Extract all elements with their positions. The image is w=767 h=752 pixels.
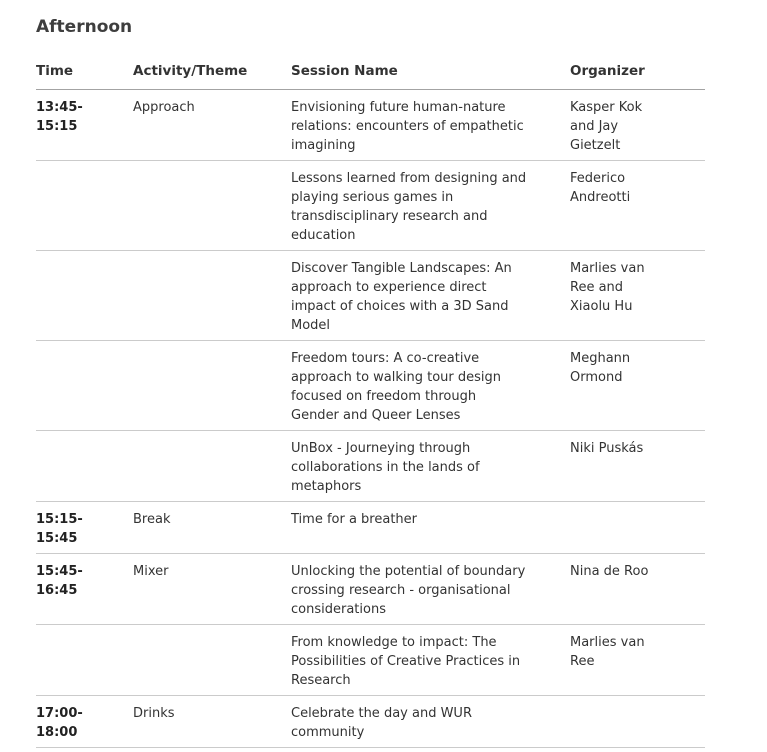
column-header-activity-theme: Activity/Theme [133,62,291,90]
time-cell: 13:45-15:15 [36,90,133,161]
column-header-organizer: Organizer [570,62,705,90]
activity-cell: Mixer [133,554,291,625]
page-title: Afternoon [36,17,133,37]
time-cell [36,341,133,431]
organizer-cell: Niki Puskás [570,431,705,502]
time-cell [36,161,133,251]
time-cell: 15:45-16:45 [36,554,133,625]
activity-cell: Approach [133,90,291,161]
activity-cell: Break [133,502,291,554]
table-row [36,554,705,625]
session-cell: Time for a breather [291,502,570,554]
table-row [36,161,705,251]
activity-cell [133,251,291,341]
session-cell: Unlocking the potential of boundary crossing research - organisational considerations [291,554,570,625]
activity-cell [133,431,291,502]
session-cell: From knowledge to impact: The Possibilities of Creative Practices in Research [291,625,570,696]
activity-cell [133,341,291,431]
organizer-cell: Marlies van Ree and Xiaolu Hu [570,251,705,341]
column-header-time: Time [36,62,133,90]
session-cell: Envisioning future human-nature relations: encounters of empathetic imagining [291,90,570,161]
time-cell: 15:15-15:45 [36,502,133,554]
organizer-cell [570,502,705,554]
session-cell: Discover Tangible Landscapes: An approach to experience direct impact of choices with a 3D Sand Model [291,251,570,341]
time-cell [36,251,133,341]
organizer-cell: Federico Andreotti [570,161,705,251]
table-row [36,251,705,341]
activity-cell [133,161,291,251]
table-body [36,90,705,748]
time-cell: 17:00-18:00 [36,696,133,748]
table-row [36,696,705,748]
table-row [36,625,705,696]
activity-cell [133,625,291,696]
table-header-row [36,62,705,90]
organizer-cell [570,696,705,748]
column-header-session-name: Session Name [291,62,570,90]
organizer-cell: Nina de Roo [570,554,705,625]
time-cell [36,625,133,696]
activity-cell: Drinks [133,696,291,748]
table-row [36,90,705,161]
organizer-cell: Meghann Ormond [570,341,705,431]
session-cell: Celebrate the day and WUR community [291,696,570,748]
table-header [36,62,705,90]
table-row [36,502,705,554]
time-cell [36,431,133,502]
afternoon-schedule-table [36,62,705,748]
table-row [36,341,705,431]
organizer-cell: Kasper Kok and Jay Gietzelt [570,90,705,161]
session-cell: UnBox - Journeying through collaborations in the lands of metaphors [291,431,570,502]
table-row [36,431,705,502]
session-cell: Freedom tours: A co-creative approach to walking tour design focused on freedom through Gender and Queer Lenses [291,341,570,431]
organizer-cell: Marlies van Ree [570,625,705,696]
session-cell: Lessons learned from designing and playing serious games in transdisciplinary research and education [291,161,570,251]
